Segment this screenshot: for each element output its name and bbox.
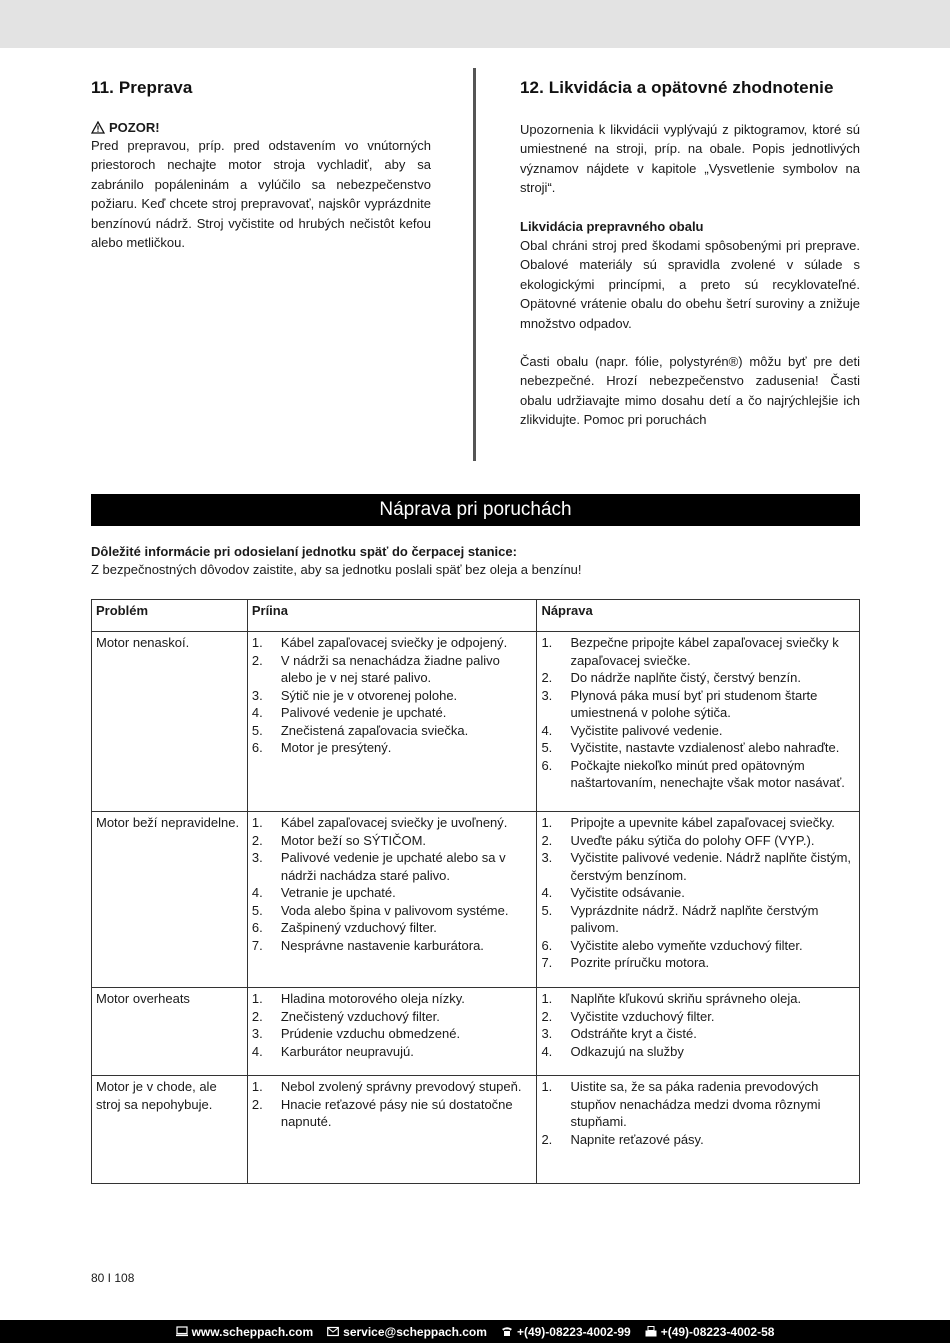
transport-heading: 11. Preprava [91, 78, 193, 97]
list-item [541, 1078, 855, 1131]
list-item-text: Palivové vedenie je upchaté. [280, 705, 447, 720]
column-divider [473, 68, 476, 461]
list-item-number: 1. [541, 1079, 553, 1094]
list-item-text: Napnite reťazové pásy. [570, 1131, 704, 1147]
remedy-cell [537, 1076, 860, 1184]
list-item [252, 937, 533, 955]
cause-list [252, 990, 533, 1060]
cause-list [252, 1078, 533, 1131]
footer-email[interactable] [327, 1325, 487, 1339]
problem-cell: Motor overheats [92, 988, 248, 1076]
list-item [252, 1043, 533, 1061]
list-item-number: 5. [251, 722, 263, 738]
header-remedy: Náprava [537, 600, 860, 632]
footer-email-text: service@scheppach.com [343, 1324, 487, 1339]
list-item-number: 3. [541, 1026, 553, 1041]
list-item [541, 634, 855, 669]
footer-bar [0, 1320, 950, 1343]
list-item [252, 919, 533, 937]
cause-cell [247, 988, 537, 1076]
list-item-text: Sýtič nie je v otvorenej polohe. [280, 687, 458, 703]
list-item-text: Prúdenie vzduchu obmedzené. [280, 1026, 461, 1041]
list-item-text: Uveďte páku sýtiča do polohy OFF (VYP.). [570, 832, 815, 848]
header-cause: Príina [247, 600, 537, 632]
list-item-number: 4. [251, 705, 263, 720]
list-item [541, 1025, 855, 1043]
list-item-text: Hnacie reťazové pásy nie sú dostatočne napnuté. [280, 1096, 513, 1129]
list-item-number: 2. [251, 832, 263, 848]
troubleshooting-banner: Náprava pri poruchách [91, 494, 860, 526]
list-item [541, 1131, 855, 1149]
list-item [252, 849, 533, 884]
header-problem: Problém [92, 600, 248, 632]
list-item-text: Voda alebo špina v palivovom systéme. [280, 902, 509, 918]
page-number: 80 I 108 [91, 1271, 135, 1285]
problem-cell: Motor je v chode, ale stroj sa nepohybuje. [92, 1076, 248, 1184]
list-item-number: 1. [251, 1079, 263, 1094]
list-item-text: Počkajte niekoľko minút pred opätovným naštartovaním, nenechajte však motor nasávať. [570, 757, 845, 790]
list-item-number: 2. [251, 652, 263, 668]
list-item-text: Zašpinený vzduchový filter. [280, 920, 437, 935]
remedy-cell [537, 812, 860, 988]
cause-list [252, 634, 533, 757]
list-item-text: Nebol zvolený správny prevodový stupeň. [280, 1079, 522, 1094]
list-item [252, 739, 533, 757]
list-item-text: Pripojte a upevnite kábel zapaľovacej sviečky. [570, 815, 835, 830]
list-item-text: Uistite sa, že sa páka radenia prevodových stupňov nenachádza medzi dvoma rôznymi stupňami. [570, 1079, 821, 1129]
list-item-text: Vyčistite palivové vedenie. [570, 722, 723, 738]
list-item-text: Vyčistite, nastavte vzdialenosť alebo nahraďte. [570, 740, 840, 755]
list-item [541, 687, 855, 722]
list-item [252, 832, 533, 850]
list-item-number: 3. [251, 687, 263, 703]
footer-fax[interactable] [645, 1325, 775, 1339]
footer-website-text: www.scheppach.com [191, 1324, 314, 1339]
list-item-text: Vyčistite vzduchový filter. [570, 1008, 715, 1024]
computer-icon [176, 1326, 188, 1337]
list-item-text: Motor beží so SÝTIČOM. [280, 832, 427, 848]
transport-text: Pred prepravou, príp. pred odstavením vo vnútorných priestoroch nechajte motor stroja vychladiť, aby sa zabránilo popáleninám a vylúčilo sa nebezpečenstvo požiaru. Keď chcete stroj prepravovať, najskôr vyprázdnite benzínovú nádrž. Stroj vyčistite od hrubých nečistôt kefou alebo metličkou. [91, 138, 431, 251]
warning-label [91, 120, 431, 135]
list-item-number: 2. [251, 1096, 263, 1112]
list-item-text: Hladina motorového oleja nízky. [280, 991, 465, 1006]
list-item [541, 832, 855, 850]
list-item-text: V nádrži sa nenachádza žiadne palivo alebo je v nej staré palivo. [280, 652, 500, 685]
list-item-number: 4. [251, 1043, 263, 1059]
shipping-info-bold: Dôležité informácie pri odosielaní jednotku späť do čerpacej stanice: [91, 544, 517, 559]
list-item [541, 1008, 855, 1026]
list-item-number: 1. [541, 635, 553, 650]
remedy-list [541, 634, 855, 792]
list-item [252, 704, 533, 722]
disposal-intro: Upozornenia k likvidácii vyplývajú z piktogramov, ktoré sú umiestnené na stroji, príp. na obale. Popis jednotlivých významov nájdete v kapitole „Vysvetlenie symbolov na stroji“. [520, 122, 860, 196]
fax-icon [645, 1326, 657, 1337]
list-item-text: Palivové vedenie je upchaté alebo sa v nádrži nachádza staré palivo. [280, 850, 506, 883]
list-item-text: Znečistená zapaľovacia sviečka. [280, 722, 469, 738]
list-item [252, 990, 533, 1008]
problem-cell: Motor nenaskoí. [92, 632, 248, 812]
list-item-text: Vyčistite alebo vymeňte vzduchový filter. [570, 937, 803, 953]
list-item-text: Vyčistite palivové vedenie. Nádrž naplňte čistým, čerstvým benzínom. [570, 850, 852, 883]
disposal-heading: 12. Likvidácia a opätovné zhodnotenie [520, 78, 834, 97]
list-item-text: Bezpečne pripojte kábel zapaľovacej sviečky k zapaľovacej sviečke. [570, 635, 839, 668]
email-icon [327, 1326, 339, 1337]
packaging-text: Obal chráni stroj pred škodami spôsobenými pri preprave. Obalové materiály sú spravidla zvolené v súlade s ekologickými princípmi, a preto sú recyklovateľné. Opätovné vrátenie obalu do obehu šetrí suroviny a znižuje množstvo odpadov. [520, 238, 860, 331]
list-item [252, 1096, 533, 1131]
list-item-number: 1. [251, 635, 263, 650]
list-item-text: Znečistený vzduchový filter. [280, 1008, 440, 1024]
list-item-number: 2. [251, 1008, 263, 1024]
list-item-number: 3. [251, 1026, 263, 1041]
top-band [0, 0, 950, 48]
list-item-number: 5. [541, 740, 553, 755]
remedy-list [541, 1078, 855, 1148]
shipping-info [91, 543, 860, 579]
list-item-number: 4. [541, 722, 553, 738]
disposal-section [520, 78, 860, 430]
table-row [92, 812, 860, 988]
list-item [541, 722, 855, 740]
list-item [252, 687, 533, 705]
troubleshooting-table [91, 599, 860, 1184]
footer-fax-text: +(49)-08223-4002-58 [660, 1324, 775, 1339]
list-item-text: Do nádrže naplňte čistý, čerstvý benzín. [570, 670, 801, 685]
remedy-list [541, 814, 855, 972]
footer-phone-text: +(49)-08223-4002-99 [516, 1324, 631, 1339]
problem-cell: Motor beží nepravidelne. [92, 812, 248, 988]
warning-label-text: POZOR! [109, 120, 160, 135]
list-item-text: Plynová páka musí byť pri studenom štarte umiestnená v polohe sýtiča. [570, 687, 818, 720]
list-item [252, 1025, 533, 1043]
list-item [541, 669, 855, 687]
table-row [92, 632, 860, 812]
list-item-number: 3. [541, 687, 553, 703]
list-item-number: 6. [541, 937, 553, 953]
list-item [252, 634, 533, 652]
list-item [252, 884, 533, 902]
list-item-number: 6. [251, 920, 263, 935]
list-item-number: 2. [541, 1131, 553, 1147]
warning-triangle-icon [91, 121, 105, 134]
transport-section [91, 78, 431, 252]
list-item-text: Kábel zapaľovacej sviečky je uvoľnený. [280, 815, 508, 830]
list-item-number: 1. [541, 815, 553, 830]
list-item [252, 1078, 533, 1096]
remedy-cell [537, 632, 860, 812]
packaging-heading: Likvidácia prepravného obalu [520, 218, 704, 234]
list-item-number: 4. [541, 1043, 553, 1059]
list-item-text: Odkazujú na služby [570, 1043, 684, 1059]
footer-phone[interactable] [501, 1325, 631, 1339]
list-item [541, 954, 855, 972]
list-item-number: 7. [541, 955, 553, 970]
list-item-text: Karburátor neupravujú. [280, 1043, 414, 1059]
list-item-text: Nesprávne nastavenie karburátora. [280, 937, 484, 953]
list-item-number: 6. [541, 757, 553, 773]
list-item-number: 7. [251, 937, 263, 953]
list-item [541, 739, 855, 757]
phone-icon [501, 1326, 513, 1337]
list-item-text: Odstráňte kryt a čisté. [570, 1026, 697, 1041]
list-item [541, 884, 855, 902]
list-item-number: 1. [541, 991, 553, 1006]
remedy-cell [537, 988, 860, 1076]
list-item-text: Pozrite príručku motora. [570, 955, 710, 970]
list-item-number: 2. [541, 670, 553, 685]
list-item-number: 2. [541, 832, 553, 848]
list-item-text: Naplňte kľukovú skriňu správneho oleja. [570, 991, 802, 1006]
packaging-parts-text: Časti obalu (napr. fólie, polystyrén®) môžu byť pre deti nebezpečné. Hrozí nebezpečenstvo zadusenia! Časti obalu udržiavajte mimo dosahu detí a čo najrýchlejšie ich zlikvidujte. Pomoc pri poruchách [520, 354, 860, 428]
cause-cell [247, 812, 537, 988]
list-item-text: Kábel zapaľovacej sviečky je odpojený. [280, 635, 508, 650]
cause-list [252, 814, 533, 954]
shipping-info-text: Z bezpečnostných dôvodov zaistite, aby sa jednotku poslali späť bez oleja a benzínu! [91, 562, 582, 577]
list-item-text: Vyprázdnite nádrž. Nádrž naplňte čerstvým palivom. [570, 902, 819, 935]
list-item [541, 990, 855, 1008]
list-item [252, 902, 533, 920]
list-item-number: 6. [251, 740, 263, 755]
list-item [541, 937, 855, 955]
footer-website[interactable] [176, 1325, 314, 1339]
list-item-text: Vyčistite odsávanie. [570, 885, 685, 900]
cause-cell [247, 1076, 537, 1184]
list-item-number: 1. [251, 991, 263, 1006]
list-item [541, 757, 855, 792]
list-item-number: 5. [251, 902, 263, 918]
list-item-number: 4. [541, 885, 553, 900]
list-item-number: 1. [251, 815, 263, 830]
list-item [541, 849, 855, 884]
cause-cell [247, 632, 537, 812]
list-item [252, 652, 533, 687]
list-item-number: 2. [541, 1008, 553, 1024]
list-item [541, 1043, 855, 1061]
list-item [541, 902, 855, 937]
table-header-row [92, 600, 860, 632]
list-item [252, 1008, 533, 1026]
list-item-number: 4. [251, 885, 263, 900]
list-item [541, 814, 855, 832]
table-row [92, 1076, 860, 1184]
list-item-text: Motor je presýtený. [280, 740, 392, 755]
list-item [252, 722, 533, 740]
list-item-number: 3. [541, 850, 553, 865]
list-item-number: 5. [541, 902, 553, 918]
list-item-number: 3. [251, 850, 263, 865]
remedy-list [541, 990, 855, 1060]
list-item [252, 814, 533, 832]
table-row [92, 988, 860, 1076]
list-item-text: Vetranie je upchaté. [280, 885, 396, 900]
